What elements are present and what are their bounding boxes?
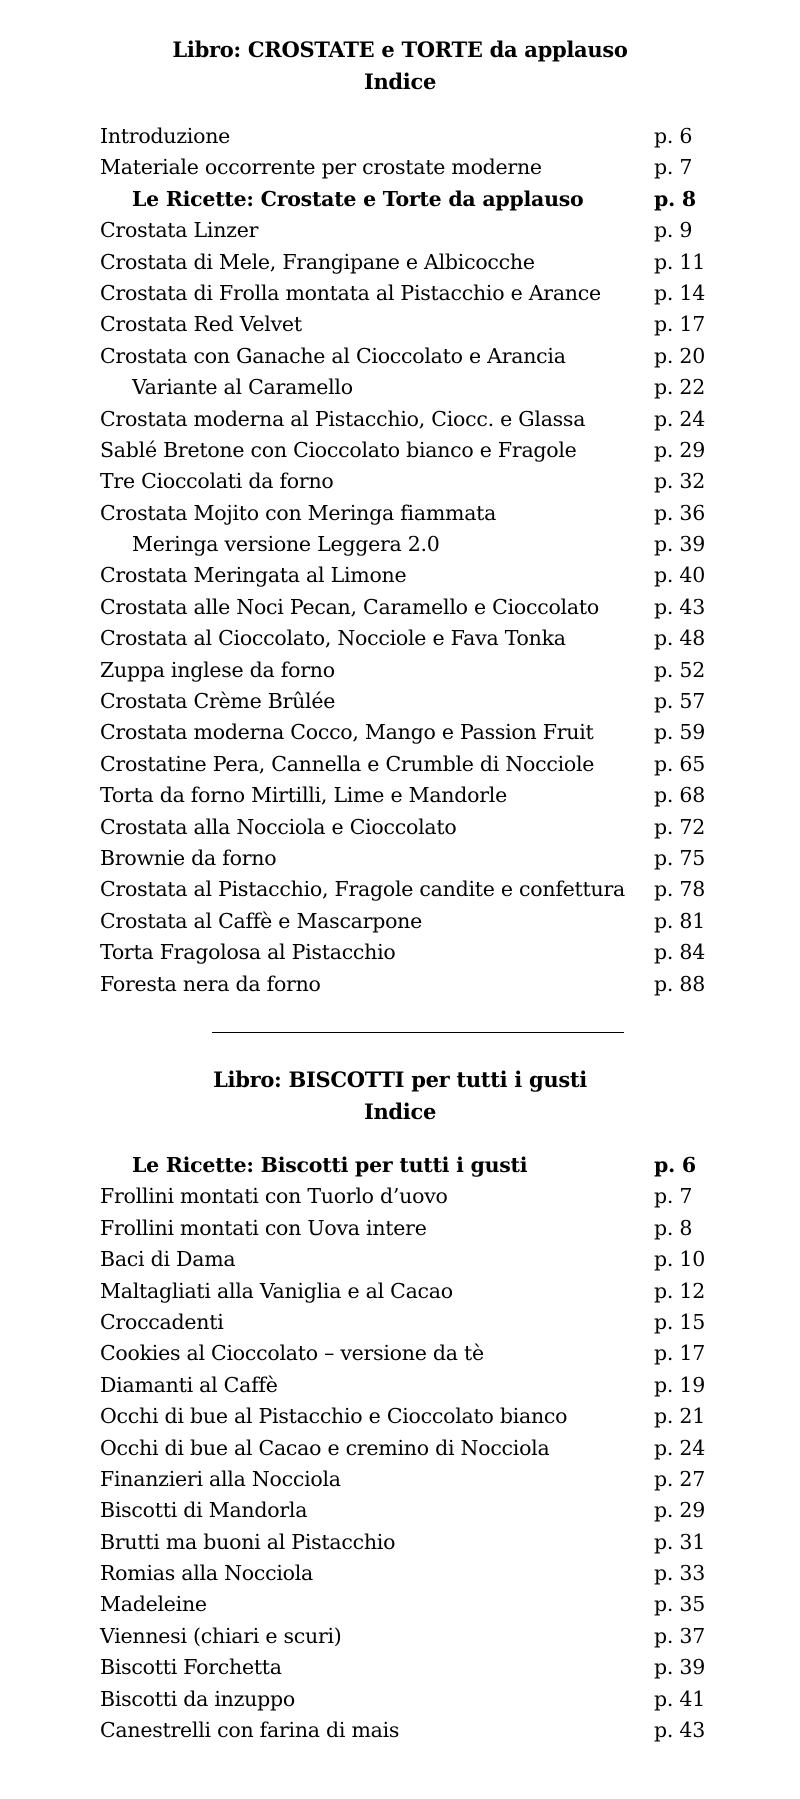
toc-entry (0, 247, 800, 278)
toc-entry-title: Canestrelli con farina di mais (100, 1718, 400, 1743)
toc-entry-page: p. 10 (654, 1247, 705, 1272)
toc-entry-title: Torta Fragolosa al Pistacchio (100, 940, 396, 965)
toc-entry-title: Variante al Caramello (132, 375, 353, 400)
toc-entry-page: p. 37 (654, 1623, 705, 1648)
toc-entry-title: Crostata moderna al Pistacchio, Ciocc. e Glassa (100, 406, 586, 431)
toc-entry (0, 309, 800, 340)
toc-entry-title: Finanzieri alla Nocciola (100, 1466, 341, 1491)
toc-entry-page: p. 75 (654, 845, 705, 870)
toc-entry (0, 1621, 800, 1652)
toc-entry (0, 1652, 800, 1683)
toc-entry-page: p. 8 (654, 1215, 693, 1240)
toc-entry-page: p. 31 (654, 1529, 705, 1554)
toc-entry-title: Diamanti al Caffè (100, 1372, 278, 1397)
toc-entry-page: p. 35 (654, 1592, 705, 1617)
toc-entry-page: p. 12 (654, 1278, 705, 1303)
toc-entry-page: p. 6 (654, 1153, 696, 1177)
toc-entry-title: Tre Cioccolati da forno (100, 469, 334, 494)
toc-entry-title: Crostata moderna Cocco, Mango e Passion Fruit (100, 720, 594, 745)
toc-entry-title: Introduzione (100, 124, 231, 148)
toc-entry-page: p. 29 (654, 437, 705, 462)
toc-entry-title: Le Ricette: Biscotti per tutti i gusti (132, 1153, 528, 1177)
toc-entry-page: p. 21 (654, 1404, 705, 1429)
toc-entry (0, 404, 800, 435)
toc-entry-page: p. 39 (654, 1655, 705, 1680)
toc-entry-title: Occhi di bue al Cacao e cremino di Nocciola (100, 1435, 550, 1460)
book2-title: Libro: BISCOTTI per tutti i gusti (213, 1067, 587, 1092)
toc-entry-title: Occhi di bue al Pistacchio e Cioccolato bianco (100, 1404, 568, 1429)
toc-entry (0, 498, 800, 529)
toc-entry-title: Crostata al Cioccolato, Nocciole e Fava Tonka (100, 626, 566, 651)
toc-entry-page: p. 41 (654, 1686, 705, 1711)
toc-entry-page: p. 14 (654, 280, 705, 305)
toc-entry (0, 1150, 800, 1181)
book2-toc (0, 1150, 800, 1746)
toc-entry (0, 560, 800, 591)
toc-entry-title: Crostata di Mele, Frangipane e Albicocche (100, 249, 535, 274)
toc-entry-title: Biscotti di Mandorla (100, 1498, 308, 1523)
toc-entry-title: Crostatine Pera, Cannella e Crumble di Nocciole (100, 751, 595, 776)
toc-entry (0, 1558, 800, 1589)
toc-entry-page: p. 84 (654, 940, 705, 965)
toc-entry-title: Crostata al Caffè e Mascarpone (100, 908, 422, 933)
toc-entry-page: p. 11 (654, 249, 705, 274)
toc-entry-page: p. 7 (654, 155, 693, 180)
book2-header (0, 1064, 800, 1128)
toc-entry-page: p. 15 (654, 1309, 705, 1334)
toc-entry-title: Croccadenti (100, 1309, 224, 1334)
toc-entry-title: Frollini montati con Tuorlo d’uovo (100, 1184, 448, 1209)
toc-entry (0, 812, 800, 843)
toc-entry (0, 1401, 800, 1432)
toc-entry-title: Biscotti da inzuppo (100, 1686, 295, 1711)
toc-entry (0, 341, 800, 372)
toc-entry-title: Sablé Bretone con Cioccolato bianco e Fragole (100, 437, 577, 462)
toc-entry-title: Crostata alla Nocciola e Cioccolato (100, 814, 457, 839)
toc-entry-title: Viennesi (chiari e scuri) (100, 1623, 342, 1648)
toc-entry (0, 1495, 800, 1526)
toc-entry-title: Crostata al Pistacchio, Fragole candite e confettura (100, 877, 625, 902)
toc-entry (0, 466, 800, 497)
toc-entry-page: p. 8 (654, 186, 696, 211)
toc-entry (0, 843, 800, 874)
toc-entry (0, 1338, 800, 1369)
toc-entry-page: p. 52 (654, 657, 705, 682)
book1-header (0, 34, 800, 98)
toc-entry-title: Crostata Red Velvet (100, 312, 302, 337)
toc-entry-title: Maltagliati alla Vaniglia e al Cacao (100, 1278, 453, 1303)
toc-entry-title: Torta da forno Mirtilli, Lime e Mandorle (100, 783, 507, 808)
toc-entry-page: p. 22 (654, 375, 705, 400)
toc-entry-page: p. 88 (654, 971, 705, 996)
toc-entry-page: p. 6 (654, 124, 693, 148)
toc-entry-page: p. 43 (654, 594, 705, 619)
toc-entry-page: p. 24 (654, 406, 705, 431)
toc-entry (0, 278, 800, 309)
toc-entry-title: Brownie da forno (100, 845, 277, 870)
toc-entry-title: Crostata Meringata al Limone (100, 563, 407, 588)
toc-entry (0, 749, 800, 780)
toc-entry-title: Baci di Dama (100, 1247, 236, 1272)
book1-title: Libro: CROSTATE e TORTE da applauso (172, 37, 628, 62)
toc-entry-title: Crostata alle Noci Pecan, Caramello e Cioccolato (100, 594, 599, 619)
toc-entry-page: p. 43 (654, 1718, 705, 1743)
toc-entry (0, 1715, 800, 1746)
toc-entry-page: p. 7 (654, 1184, 693, 1209)
toc-entry (0, 1181, 800, 1212)
toc-entry-page: p. 9 (654, 218, 693, 243)
toc-entry-title: Frollini montati con Uova intere (100, 1215, 427, 1240)
toc-entry (0, 874, 800, 905)
toc-entry (0, 1527, 800, 1558)
toc-entry-page: p. 32 (654, 469, 705, 494)
toc-entry-title: Biscotti Forchetta (100, 1655, 282, 1680)
toc-entry-page: p. 33 (654, 1561, 705, 1586)
toc-entry (0, 906, 800, 937)
toc-entry (0, 1244, 800, 1275)
toc-entry (0, 435, 800, 466)
toc-entry-page: p. 81 (654, 908, 705, 933)
book1-toc (0, 121, 800, 1000)
toc-entry-title: Romias alla Nocciola (100, 1561, 314, 1586)
toc-entry-page: p. 24 (654, 1435, 705, 1460)
toc-entry (0, 529, 800, 560)
toc-entry (0, 623, 800, 654)
toc-entry-page: p. 19 (654, 1372, 705, 1397)
book1-index-heading: Indice (363, 69, 437, 94)
toc-entry-page: p. 17 (654, 1341, 705, 1366)
toc-entry-page: p. 48 (654, 626, 705, 651)
toc-entry (0, 1684, 800, 1715)
toc-entry (0, 1213, 800, 1244)
toc-entry-title: Brutti ma buoni al Pistacchio (100, 1529, 396, 1554)
toc-entry-page: p. 29 (654, 1498, 705, 1523)
toc-entry-title: Crostata con Ganache al Cioccolato e Arancia (100, 343, 566, 368)
toc-entry (0, 372, 800, 403)
toc-entry-page: p. 20 (654, 343, 705, 368)
toc-entry (0, 184, 800, 215)
book2-index-heading: Indice (363, 1099, 437, 1124)
toc-entry-page: p. 72 (654, 814, 705, 839)
toc-entry (0, 1589, 800, 1620)
toc-entry (0, 152, 800, 183)
toc-entry-page: p. 36 (654, 500, 705, 525)
toc-entry (0, 1276, 800, 1307)
toc-entry (0, 215, 800, 246)
toc-entry-title: Madeleine (100, 1592, 207, 1617)
section-divider (212, 1032, 624, 1033)
toc-entry-page: p. 57 (654, 689, 705, 714)
toc-entry-title: Zuppa inglese da forno (100, 657, 335, 682)
toc-entry (0, 717, 800, 748)
toc-entry-page: p. 17 (654, 312, 705, 337)
toc-entry-page: p. 65 (654, 751, 705, 776)
toc-entry-page: p. 78 (654, 877, 705, 902)
toc-entry (0, 592, 800, 623)
toc-entry (0, 1370, 800, 1401)
toc-entry-title: Crostata Crème Brûlée (100, 689, 336, 714)
toc-entry-page: p. 59 (654, 720, 705, 745)
toc-entry-title: Foresta nera da forno (100, 971, 321, 996)
toc-entry-title: Crostata di Frolla montata al Pistacchio e Arance (100, 280, 601, 305)
toc-entry-title: Crostata Mojito con Meringa fiammata (100, 500, 497, 525)
toc-entry (0, 937, 800, 968)
toc-entry-title: Le Ricette: Crostate e Torte da applauso (132, 186, 584, 211)
toc-entry-title: Crostata Linzer (100, 218, 259, 243)
toc-entry (0, 1307, 800, 1338)
toc-entry-title: Materiale occorrente per crostate moderne (100, 155, 542, 180)
toc-entry-title: Cookies al Cioccolato – versione da tè (100, 1341, 484, 1366)
toc-entry (0, 780, 800, 811)
toc-entry (0, 686, 800, 717)
toc-entry (0, 655, 800, 686)
toc-entry-page: p. 40 (654, 563, 705, 588)
toc-entry (0, 1464, 800, 1495)
toc-entry-page: p. 27 (654, 1466, 705, 1491)
toc-entry (0, 121, 800, 152)
toc-entry-page: p. 39 (654, 532, 705, 557)
toc-entry (0, 1433, 800, 1464)
toc-entry (0, 969, 800, 1000)
toc-entry-title: Meringa versione Leggera 2.0 (132, 532, 440, 557)
toc-entry-page: p. 68 (654, 783, 705, 808)
